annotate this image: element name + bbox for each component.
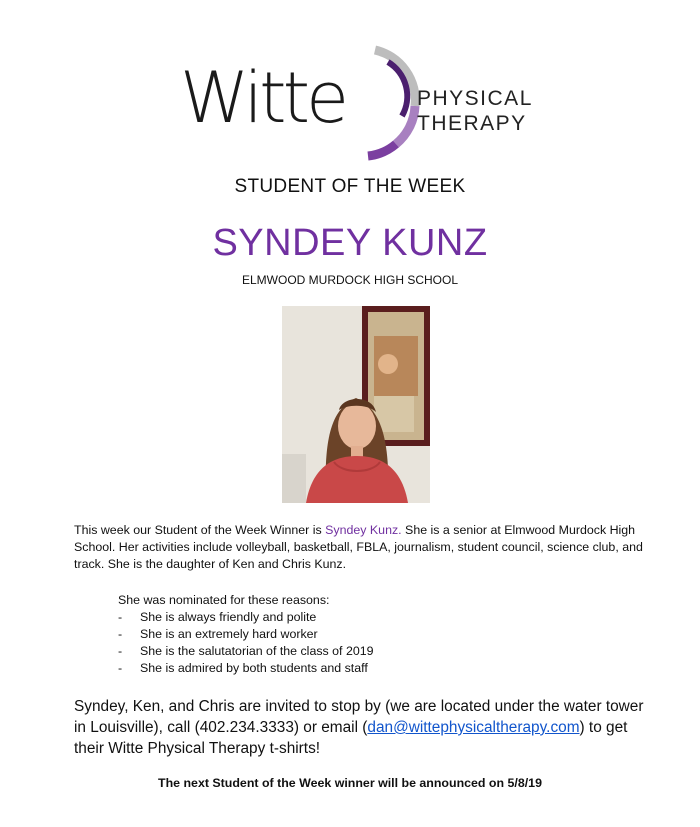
bio-student-name: Syndey Kunz. [325, 523, 402, 537]
email-link[interactable]: dan@wittephysicaltherapy.com [367, 719, 580, 736]
bullet-dash: - [118, 644, 123, 658]
student-name: SYNDEY KUNZ [212, 222, 488, 264]
student-portrait-icon [282, 306, 430, 503]
page-heading: STUDENT OF THE WEEK [234, 176, 466, 197]
list-item [118, 660, 538, 677]
bullet-dash: - [118, 610, 123, 624]
bullet-dash: - [118, 627, 123, 641]
invite-paragraph [74, 696, 654, 759]
reasons-list [118, 609, 538, 677]
reason-text: She is an extremely hard worker [140, 627, 318, 641]
bio-text-end: She is a senior at Elmwood Murdock High School. Her activities include volleyball, basketball, FBLA, journalism, student council, science club, and track. She is the daughter of Ken and Chris Kunz. [74, 523, 643, 571]
list-item [118, 643, 538, 660]
bullet-dash: - [118, 661, 123, 675]
witte-logo [180, 44, 532, 162]
logo-wordmark: Witte [180, 57, 346, 139]
list-item [118, 626, 538, 643]
student-photo [282, 306, 430, 503]
reasons-section [118, 592, 538, 677]
logo-line-therapy: THERAPY [417, 112, 527, 135]
reasons-intro: She was nominated for these reasons: [118, 593, 330, 607]
logo-line-physical: PHYSICAL [417, 87, 533, 110]
school-name: ELMWOOD MURDOCK HIGH SCHOOL [241, 273, 458, 287]
reason-text: She is the salutatorian of the class of 2019 [140, 644, 374, 658]
bio-paragraph [74, 522, 644, 573]
invite-text-end: ) to get their Witte Physical Therapy t-shirts! [74, 719, 628, 757]
logo-arc-mid-purple [368, 144, 396, 156]
list-item [118, 609, 538, 626]
footer-announcement: The next Student of the Week winner will be announced on 5/8/19 [158, 776, 542, 790]
reason-text: She is admired by both students and staff [140, 661, 368, 675]
logo-arc-icon [330, 44, 420, 162]
bio-text-start: This week our Student of the Week Winner is [74, 523, 326, 537]
reason-text: She is always friendly and polite [140, 610, 317, 624]
logo-tagline [417, 86, 533, 136]
invite-text-start: Syndey, Ken, and Chris are invited to stop by (we are located under the water tower in Louisville), call (402.234.3333) or email ( [74, 698, 644, 736]
